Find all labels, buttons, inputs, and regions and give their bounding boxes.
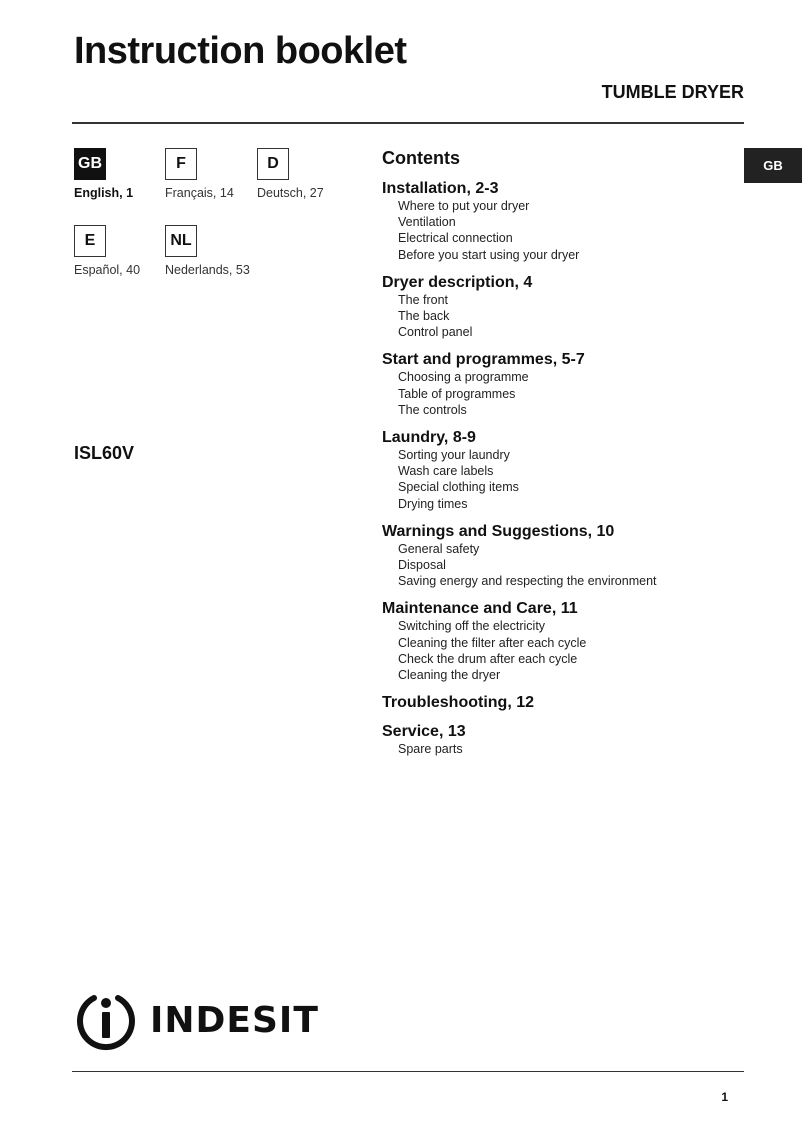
toc-item[interactable]: Wash care labels: [398, 464, 494, 479]
brand-name: INDESIT: [150, 999, 319, 1041]
page-title: Instruction booklet: [74, 30, 407, 72]
toc-item[interactable]: Ventilation: [398, 215, 456, 230]
toc-item[interactable]: Cleaning the filter after each cycle: [398, 635, 587, 650]
language-code-box: GB: [74, 148, 106, 180]
language-label: Deutsch, 27: [257, 186, 324, 200]
toc-item[interactable]: Switching off the electricity: [398, 619, 546, 634]
language-e[interactable]: [74, 225, 166, 277]
language-f[interactable]: [165, 148, 257, 200]
toc-item[interactable]: Table of programmes: [398, 386, 516, 401]
toc-section-title[interactable]: Installation, 2-3: [382, 180, 499, 197]
model-number: ISL60V: [74, 443, 135, 463]
toc-section-service: [382, 723, 742, 757]
indesit-logo: [74, 988, 319, 1052]
toc-item[interactable]: The back: [398, 309, 450, 324]
indesit-logo-icon: [74, 988, 138, 1052]
toc-item[interactable]: Cleaning the dryer: [398, 668, 501, 683]
toc-section-title[interactable]: Dryer description, 4: [382, 273, 533, 291]
toc-item[interactable]: Sorting your laundry: [398, 448, 510, 463]
language-side-tab: GB: [744, 148, 802, 183]
top-divider: [72, 122, 744, 124]
toc-section-title[interactable]: Service, 13: [382, 723, 466, 741]
toc-item[interactable]: Choosing a programme: [398, 370, 529, 385]
language-nl[interactable]: [165, 225, 257, 277]
toc-item[interactable]: Spare parts: [398, 742, 463, 757]
language-d[interactable]: [257, 148, 349, 200]
language-code-box: F: [165, 148, 197, 180]
toc-item[interactable]: Before you start using your dryer: [398, 247, 580, 262]
toc-item[interactable]: Control panel: [398, 325, 473, 340]
toc-item[interactable]: Check the drum after each cycle: [398, 651, 578, 666]
toc-item[interactable]: Disposal: [398, 558, 446, 573]
toc-section-title[interactable]: Laundry, 8-9: [382, 429, 476, 447]
toc-section-laundry: [382, 429, 742, 512]
toc-item[interactable]: Saving energy and respecting the environment: [398, 574, 657, 589]
language-label: Français, 14: [165, 186, 234, 200]
toc-section-troubleshooting: [382, 694, 742, 712]
bottom-divider: [72, 1071, 744, 1072]
toc-item[interactable]: Where to put your dryer: [398, 199, 530, 213]
toc-item[interactable]: The controls: [398, 402, 467, 417]
product-type: TUMBLE DRYER: [601, 82, 744, 102]
toc-item[interactable]: Electrical connection: [398, 231, 513, 246]
language-code-box: D: [257, 148, 289, 180]
language-label: English, 1: [74, 186, 134, 200]
toc-section-title[interactable]: Maintenance and Care, 11: [382, 600, 578, 618]
language-label: Español, 40: [74, 263, 141, 277]
toc-section-title[interactable]: Troubleshooting, 12: [382, 694, 535, 712]
toc-section-title[interactable]: Warnings and Suggestions, 10: [382, 522, 615, 540]
toc-section-start-programmes: [382, 351, 742, 418]
toc-item[interactable]: Drying times: [398, 496, 468, 511]
toc-item[interactable]: General safety: [398, 541, 480, 556]
language-gb[interactable]: [74, 148, 166, 200]
contents-heading: Contents: [382, 148, 460, 168]
toc-section-dryer-description: [382, 274, 742, 341]
toc-section-maintenance: [382, 600, 742, 683]
toc-section-warnings: [382, 523, 742, 590]
table-of-contents: [382, 148, 742, 768]
toc-section-installation: [382, 180, 742, 263]
language-code-box: NL: [165, 225, 197, 257]
page-number: 1: [721, 1090, 728, 1104]
toc-item[interactable]: The front: [398, 292, 449, 307]
language-code-box: E: [74, 225, 106, 257]
toc-item[interactable]: Special clothing items: [398, 480, 519, 495]
language-label: Nederlands, 53: [165, 263, 250, 277]
toc-section-title[interactable]: Start and programmes, 5-7: [382, 351, 585, 369]
